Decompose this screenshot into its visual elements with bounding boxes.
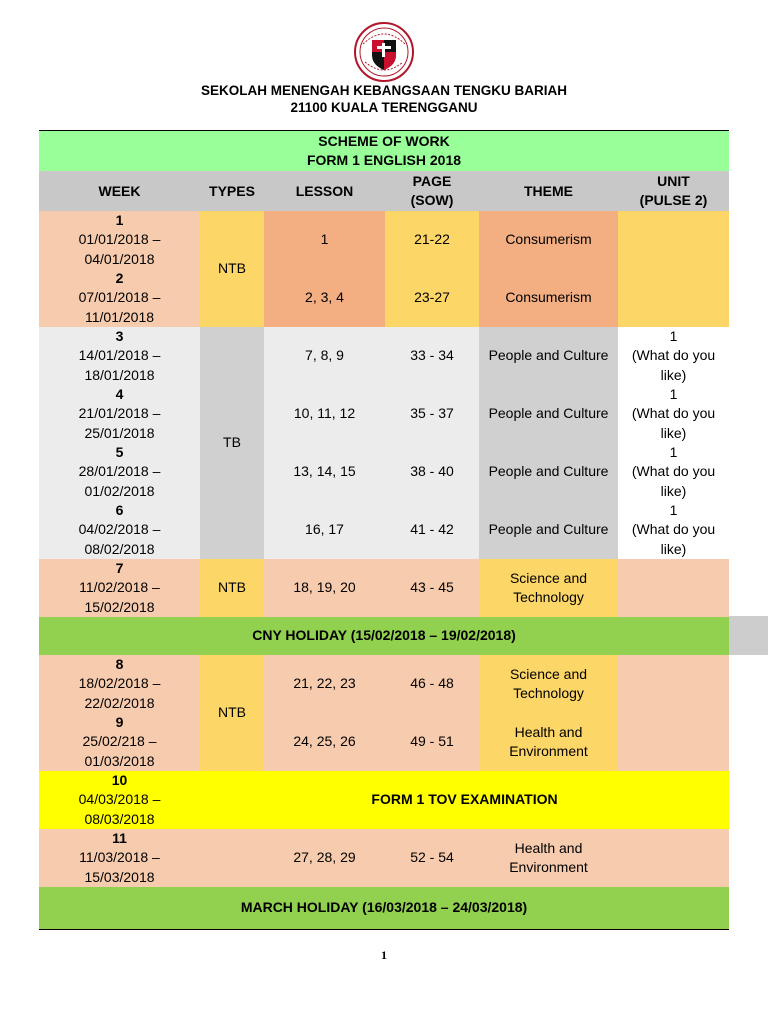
page-cell: 35 - 37 xyxy=(385,385,479,443)
title-line-1: SCHEME OF WORK xyxy=(318,133,450,149)
theme-cell: People and Culture xyxy=(479,385,618,443)
school-name: SEKOLAH MENENGAH KEBANGSAAN TENGKU BARIAH xyxy=(200,83,567,98)
week-cell xyxy=(39,269,200,327)
week-number: 2 xyxy=(115,270,124,287)
lesson-cell: 10, 11, 12 xyxy=(264,385,385,443)
week-start-date: 28/01/2018 – xyxy=(78,463,161,480)
header-page-line1: PAGE xyxy=(412,173,452,189)
unit-title-end: like) xyxy=(660,366,687,383)
week-start-date: 11/03/2018 – xyxy=(79,849,160,866)
header-week: WEEK xyxy=(39,171,200,211)
week-cell xyxy=(39,771,200,829)
unit-cell xyxy=(618,443,729,501)
theme-cell: People and Culture xyxy=(479,327,618,385)
week-number: 11 xyxy=(112,830,127,847)
theme-cell: Consumerism xyxy=(479,211,618,269)
week-cell xyxy=(39,829,200,887)
header-unit-line1: UNIT xyxy=(657,173,690,189)
week-number: 9 xyxy=(115,714,124,731)
unit-title-end: like) xyxy=(660,540,687,557)
week-cell xyxy=(39,327,200,385)
theme-cell: Health and Environment xyxy=(479,713,618,771)
week-number: 6 xyxy=(115,502,124,519)
page-cell: 23-27 xyxy=(385,269,479,327)
week-start-date: 04/02/2018 – xyxy=(78,521,161,538)
scheme-of-work-table xyxy=(39,130,729,930)
week-number: 5 xyxy=(115,444,124,461)
table-row xyxy=(39,327,729,385)
page-cell: 33 - 34 xyxy=(385,327,479,385)
unit-number: 1 xyxy=(669,328,678,345)
table-row xyxy=(39,443,729,501)
unit-cell xyxy=(618,655,729,771)
unit-cell xyxy=(618,829,729,887)
unit-number: 1 xyxy=(669,502,678,519)
types-cell xyxy=(200,829,264,887)
unit-cell xyxy=(618,385,729,443)
theme-cell: Science and Technology xyxy=(479,559,618,617)
week-end-date: 08/02/2018 xyxy=(84,540,155,557)
week-end-date: 01/03/2018 xyxy=(84,752,155,769)
page-cell: 43 - 45 xyxy=(385,559,479,617)
week-start-date: 25/02/218 – xyxy=(82,733,157,750)
unit-number: 1 xyxy=(669,386,678,403)
march-holiday-banner: MARCH HOLIDAY (16/03/2018 – 24/03/2018) xyxy=(39,887,729,929)
week-start-date: 14/01/2018 – xyxy=(78,347,161,364)
week-cell xyxy=(39,713,200,771)
header-theme: THEME xyxy=(479,171,618,211)
unit-title: (What do you xyxy=(631,463,716,480)
types-cell: TB xyxy=(200,327,264,559)
page-cell: 49 - 51 xyxy=(385,713,479,771)
table-row xyxy=(39,655,729,713)
lesson-cell: 1 xyxy=(264,211,385,269)
unit-title-end: like) xyxy=(660,424,687,441)
week-cell xyxy=(39,559,200,617)
theme-cell: Consumerism xyxy=(479,269,618,327)
week-number: 3 xyxy=(115,328,124,345)
header-page xyxy=(385,171,479,211)
page-cell: 41 - 42 xyxy=(385,501,479,559)
table-row xyxy=(39,829,729,887)
week-cell xyxy=(39,385,200,443)
week-end-date: 15/03/2018 xyxy=(84,868,155,885)
types-cell: NTB xyxy=(200,211,264,327)
week-start-date: 01/01/2018 – xyxy=(78,231,161,248)
lesson-cell: 16, 17 xyxy=(264,501,385,559)
header-row xyxy=(39,171,729,211)
week-number: 7 xyxy=(115,560,124,577)
week-end-date: 01/02/2018 xyxy=(84,482,155,499)
header-page-line2: (SOW) xyxy=(410,192,454,208)
unit-cell xyxy=(618,501,729,559)
page-cell: 52 - 54 xyxy=(385,829,479,887)
lesson-cell: 21, 22, 23 xyxy=(264,655,385,713)
unit-cell xyxy=(618,211,729,327)
lesson-cell: 24, 25, 26 xyxy=(264,713,385,771)
school-address: 21100 KUALA TERENGGANU xyxy=(290,100,478,115)
types-cell: NTB xyxy=(200,655,264,771)
header-lesson: LESSON xyxy=(264,171,385,211)
page-cell: 21-22 xyxy=(385,211,479,269)
exam-row xyxy=(39,771,729,829)
table-row xyxy=(39,211,729,269)
unit-number: 1 xyxy=(669,444,678,461)
week-cell xyxy=(39,211,200,269)
week-end-date: 22/02/2018 xyxy=(84,694,155,711)
holiday-row xyxy=(39,887,729,929)
table-title xyxy=(39,131,729,172)
header-unit xyxy=(618,171,729,211)
week-cell xyxy=(39,655,200,713)
unit-title-end: like) xyxy=(660,482,687,499)
page-cell: 46 - 48 xyxy=(385,655,479,713)
week-start-date: 04/03/2018 – xyxy=(78,791,161,808)
week-end-date: 11/01/2018 xyxy=(84,308,155,325)
table-row xyxy=(39,385,729,443)
lesson-cell: 7, 8, 9 xyxy=(264,327,385,385)
school-crest-icon xyxy=(351,22,417,82)
week-start-date: 11/02/2018 – xyxy=(79,579,160,596)
holiday-row xyxy=(39,617,729,655)
page-side-tab xyxy=(729,616,768,655)
week-cell xyxy=(39,501,200,559)
lesson-cell: 27, 28, 29 xyxy=(264,829,385,887)
week-end-date: 25/01/2018 xyxy=(84,424,155,441)
week-start-date: 07/01/2018 – xyxy=(78,289,161,306)
types-cell: NTB xyxy=(200,559,264,617)
table-row xyxy=(39,559,729,617)
week-number: 8 xyxy=(115,656,124,673)
theme-cell: People and Culture xyxy=(479,501,618,559)
week-start-date: 21/01/2018 – xyxy=(78,405,161,422)
week-end-date: 15/02/2018 xyxy=(84,598,155,615)
week-end-date: 18/01/2018 xyxy=(84,366,155,383)
tov-exam-banner: FORM 1 TOV EXAMINATION xyxy=(200,771,729,829)
theme-cell: Health and Environment xyxy=(479,829,618,887)
theme-cell: Science and Technology xyxy=(479,655,618,713)
unit-cell xyxy=(618,327,729,385)
header-types: TYPES xyxy=(200,171,264,211)
unit-title: (What do you xyxy=(631,347,716,364)
table-row xyxy=(39,501,729,559)
unit-cell xyxy=(618,559,729,617)
week-start-date: 18/02/2018 – xyxy=(78,675,161,692)
cny-holiday-banner: CNY HOLIDAY (15/02/2018 – 19/02/2018) xyxy=(39,617,729,655)
page-cell: 38 - 40 xyxy=(385,443,479,501)
week-number: 4 xyxy=(115,386,124,403)
week-number: 10 xyxy=(111,772,128,789)
week-cell xyxy=(39,443,200,501)
lesson-cell: 2, 3, 4 xyxy=(264,269,385,327)
unit-title: (What do you xyxy=(631,521,716,538)
unit-title: (What do you xyxy=(631,405,716,422)
header-unit-line2: (PULSE 2) xyxy=(639,192,708,208)
week-number: 1 xyxy=(115,212,124,229)
theme-cell: People and Culture xyxy=(479,443,618,501)
page-number: 1 xyxy=(381,948,387,962)
lesson-cell: 18, 19, 20 xyxy=(264,559,385,617)
lesson-cell: 13, 14, 15 xyxy=(264,443,385,501)
week-end-date: 04/01/2018 xyxy=(84,250,155,267)
title-line-2: FORM 1 ENGLISH 2018 xyxy=(306,152,462,168)
week-end-date: 08/03/2018 xyxy=(84,810,155,827)
